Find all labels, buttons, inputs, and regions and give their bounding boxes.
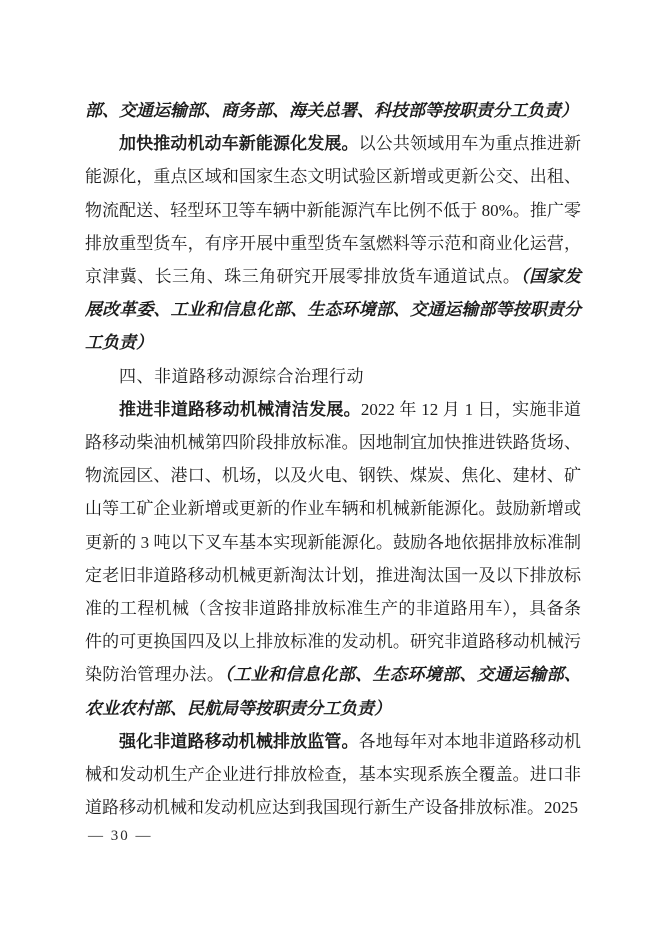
page-number: — 30 — bbox=[88, 828, 153, 844]
paragraph-continuation bbox=[85, 94, 581, 127]
text-segment-lead-bold: 加快推动机动车新能源化发展。 bbox=[119, 134, 359, 154]
section-heading-4 bbox=[85, 360, 581, 393]
paragraph-nonroad-emission-supervision bbox=[85, 725, 581, 825]
text-segment-lead-bold: 强化非道路移动机械排放监管。 bbox=[119, 731, 359, 751]
text-segment-normal: 2022 年 12 月 1 日，实施非道路移动柴油机械第四阶段排放标准。因地制宜加快推进铁路货场、物流园区、港口、机场，以及火电、钢铁、煤炭、焦化、建材、矿山等工矿企业新增或更新的作业车辆和机械新能源化。鼓励新增或更新的 3 吨以下叉车基本实现新能源化。鼓励各地依据排放标准制定老旧非道路移动机械更新淘汰计划，推进淘汰国一及以下排放标准的工程机械（含按非道路排放标准生产的非道路用车），具备条件的可更换国四及以上排放标准的发动机。研究非道路移动机械污染防治管理办法。 bbox=[85, 399, 582, 685]
text-segment-lead-bold: 推进非道路移动机械清洁发展。 bbox=[119, 399, 361, 419]
text-segment-normal: 以公共领域用车为重点推进新能源化，重点区域和国家生态文明试验区新增或更新公交、出租、物流配送、轻型环卫等车辆中新能源汽车比例不低于 80%。推广零排放重型货车，有序开展中重型货车氢燃料等示范和商业化运营，京津冀、长三角、珠三角研究开展零排放货车通道试点。 bbox=[85, 134, 582, 287]
document-body bbox=[85, 94, 581, 824]
text-segment-normal: 各地每年对本地非道路移动机械和发动机生产企业进行排放检查，基本实现系族全覆盖。进口非道路移动机械和发动机应达到我国现行新生产设备排放标准。2025 bbox=[85, 731, 582, 818]
text-segment-kai-bold: （国家发展改革委、工业和信息化部、生态环境部、交通运输部等按职责分工负责） bbox=[85, 267, 582, 353]
text-segment-kai-bold: 部、交通运输部、商务部、海关总署、科技部等按职责分工负责） bbox=[85, 101, 578, 120]
paragraph-nonroad-clean-development bbox=[85, 393, 581, 725]
paragraph-vehicle-new-energy bbox=[85, 127, 581, 359]
text-segment-heading: 四、非道路移动源综合治理行动 bbox=[119, 366, 364, 386]
text-segment-kai-bold: （工业和信息化部、生态环境部、交通运输部、农业农村部、民航局等按职责分工负责） bbox=[85, 665, 582, 718]
